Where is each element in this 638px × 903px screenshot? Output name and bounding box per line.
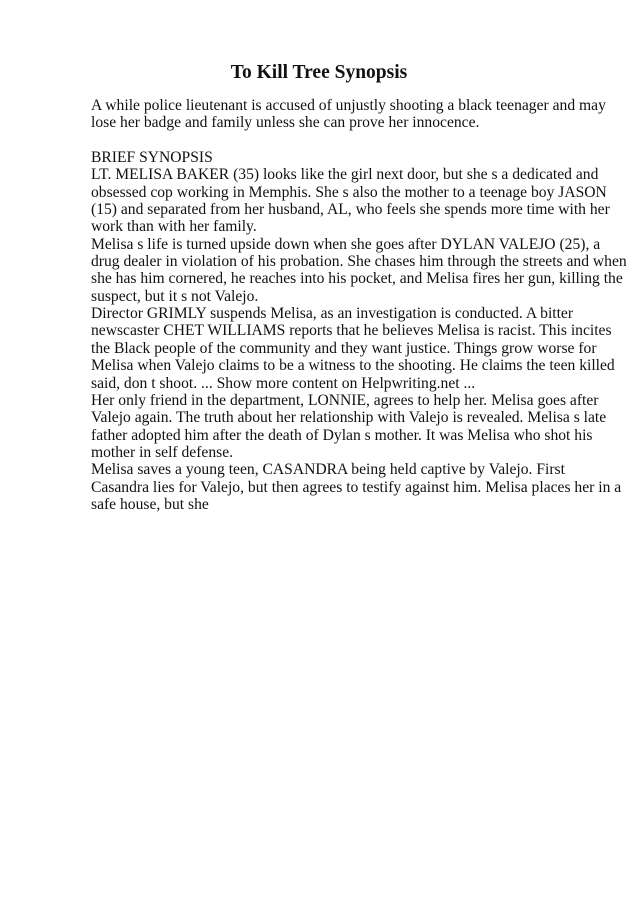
document-title: To Kill Tree Synopsis <box>230 62 408 83</box>
paragraph <box>91 166 611 235</box>
text-line: Melisa s life is turned upside down when she goes after DYLAN VALEJO (25), a <box>91 235 601 253</box>
paragraph <box>91 461 622 513</box>
text-line: Her only friend in the department, LONNIE, agrees to help her. Melisa goes after <box>91 391 599 409</box>
text-line: A while police lieutenant is accused of unjustly shooting a black teenager and may <box>91 97 606 114</box>
text-line: Director GRIMLY suspends Melisa, as an investigation is conducted. A bitter <box>91 305 574 323</box>
text-line: Casandra lies for Valejo, but then agrees to testify against him. Melisa places her in a <box>91 478 622 496</box>
text-line: the Black people of the community and they want justice. Things grow worse for <box>91 339 597 357</box>
text-line: lose her badge and family unless she can prove her innocence. <box>91 114 480 132</box>
text-line: work than with her family. <box>91 218 257 236</box>
text-line: (15) and separated from her husband, AL, who feels she spends more time with her <box>91 201 610 219</box>
text-line: father adopted him after the death of Dylan s mother. It was Melisa who shot his <box>91 426 593 444</box>
text-line: Valejo again. The truth about her relationship with Valejo is revealed. Melisa s late <box>91 409 607 427</box>
section-heading: BRIEF SYNOPSIS <box>91 149 213 167</box>
text-line: mother in self defense. <box>91 443 234 461</box>
text-line: safe house, but she <box>91 495 209 513</box>
document-body <box>91 97 627 513</box>
text-line: obsessed cop working in Memphis. She s also the mother to a teenage boy JASON <box>91 183 607 201</box>
logline <box>91 97 611 132</box>
text-line: she has him cornered, he reaches into his pocket, and Melisa fires her gun, killing the <box>91 270 623 288</box>
text-line: Melisa saves a young teen, CASANDRA being held captive by Valejo. First <box>91 461 565 479</box>
text-line: drug dealer in violation of his probation. She chases him through the streets and when <box>91 253 627 271</box>
paragraph <box>91 392 611 461</box>
paragraph <box>91 235 627 305</box>
text-line: Melisa when Valejo claims to be a witness to the shooting. He claims the teen killed <box>91 357 615 375</box>
text-line: suspect, but it s not Valejo. <box>91 287 259 305</box>
paragraph <box>91 305 615 392</box>
text-line: said, don t shoot. ... Show more content on Helpwriting.net ... <box>91 374 476 392</box>
text-line: newscaster CHET WILLIAMS reports that he believes Melisa is racist. This incites <box>91 322 612 340</box>
text-line: LT. MELISA BAKER (35) looks like the girl next door, but she s a dedicated and <box>91 166 599 184</box>
